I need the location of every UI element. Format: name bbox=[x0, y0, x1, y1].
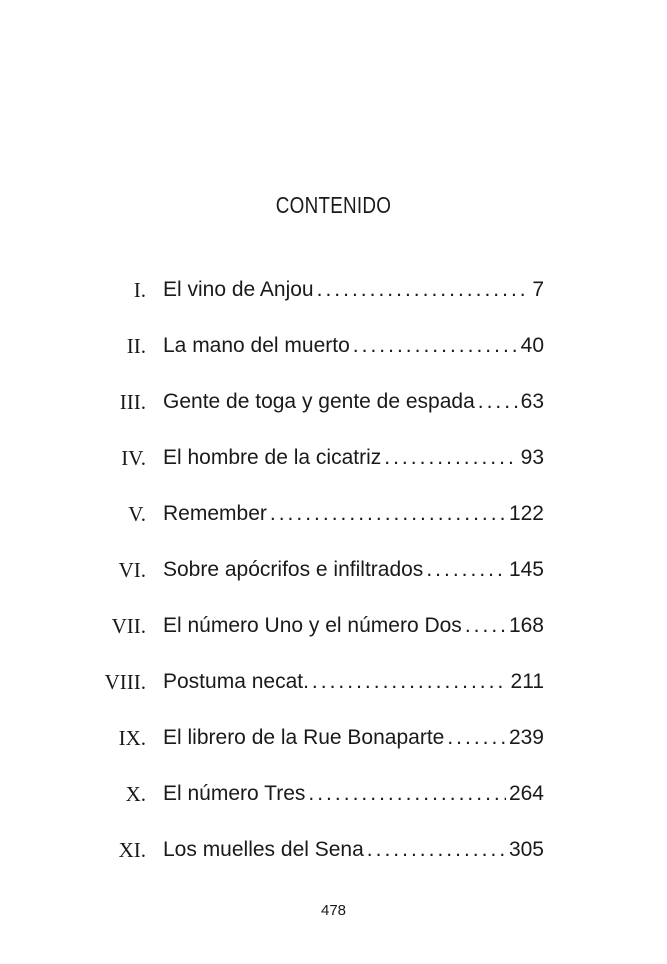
chapter-title: Postuma necat. bbox=[163, 670, 309, 693]
dot-leader bbox=[270, 494, 506, 534]
page-number: 478 bbox=[320, 902, 347, 919]
chapter-numeral: IX. bbox=[118, 726, 146, 750]
toc-entry bbox=[0, 270, 667, 310]
chapter-title: El número Tres bbox=[163, 782, 306, 805]
chapter-title: Remember bbox=[163, 502, 267, 525]
chapter-page: 93 bbox=[520, 446, 544, 469]
chapter-title: Los muelles del Sena bbox=[163, 838, 364, 861]
dot-leader bbox=[353, 326, 518, 366]
toc-entry bbox=[0, 550, 667, 590]
chapter-page: 264 bbox=[508, 782, 544, 805]
toc-entry bbox=[0, 718, 667, 758]
toc-heading: CONTENIDO bbox=[275, 192, 392, 218]
chapter-page: 305 bbox=[508, 838, 544, 861]
chapter-numeral: VII. bbox=[111, 614, 146, 638]
dot-leader bbox=[312, 662, 508, 702]
dot-leader bbox=[367, 830, 506, 870]
chapter-title: El número Uno y el número Dos bbox=[163, 614, 462, 637]
chapter-title: El librero de la Rue Bonaparte bbox=[163, 726, 445, 749]
chapter-numeral: II. bbox=[126, 334, 146, 358]
chapter-page: 239 bbox=[508, 726, 544, 749]
toc-entry bbox=[0, 662, 667, 702]
chapter-numeral: I. bbox=[133, 278, 146, 302]
chapter-numeral: XI. bbox=[118, 838, 146, 862]
dot-leader bbox=[478, 382, 518, 422]
toc-entry bbox=[0, 494, 667, 534]
toc-entry bbox=[0, 326, 667, 366]
chapter-numeral: IV. bbox=[121, 446, 146, 470]
toc-entry bbox=[0, 606, 667, 646]
toc-entry bbox=[0, 382, 667, 422]
chapter-numeral: V. bbox=[128, 502, 146, 526]
chapter-title: Gente de toga y gente de espada bbox=[163, 390, 475, 413]
dot-leader bbox=[447, 718, 506, 758]
chapter-title: El vino de Anjou bbox=[163, 278, 314, 301]
chapter-page: 211 bbox=[510, 670, 544, 693]
toc-entry bbox=[0, 438, 667, 478]
dot-leader bbox=[465, 606, 506, 646]
dot-leader bbox=[384, 438, 517, 478]
chapter-page: 63 bbox=[520, 390, 544, 413]
chapter-numeral: VIII. bbox=[104, 670, 146, 694]
chapter-page: 168 bbox=[508, 614, 544, 637]
chapter-numeral: X. bbox=[125, 782, 146, 806]
chapter-numeral: VI. bbox=[118, 558, 146, 582]
toc-entry bbox=[0, 774, 667, 814]
chapter-page: 40 bbox=[520, 334, 544, 357]
dot-leader bbox=[426, 550, 506, 590]
chapter-title: La mano del muerto bbox=[163, 334, 350, 357]
dot-leader bbox=[317, 270, 530, 310]
chapter-title: El hombre de la cicatriz bbox=[163, 446, 382, 469]
chapter-page: 122 bbox=[508, 502, 544, 525]
dot-leader bbox=[308, 774, 506, 814]
toc-entry bbox=[0, 830, 667, 870]
chapter-numeral: III. bbox=[119, 390, 146, 414]
chapter-page: 7 bbox=[532, 278, 544, 301]
chapter-page: 145 bbox=[508, 558, 544, 581]
chapter-title: Sobre apócrifos e infiltrados bbox=[163, 558, 424, 581]
